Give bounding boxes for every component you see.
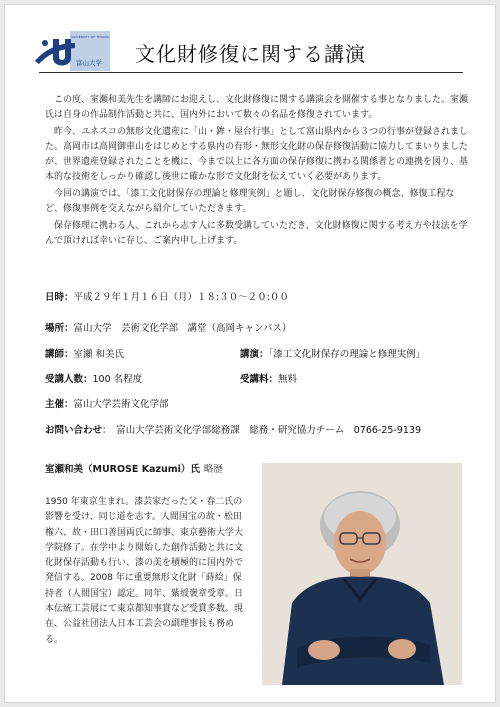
place-row — [45, 320, 291, 334]
intro-paragraph: 今回の講演では、「漆工文化財保存の理論と修理実例」と題し、文化財保存修復の概念、修復工程など、修復事例を交えながら紹介していただきます。 — [45, 189, 455, 214]
fee-row — [240, 371, 297, 385]
bio-heading — [45, 461, 223, 475]
university-logo — [31, 31, 111, 75]
date-value: 平成２９年１月１６日（月）１８:３０～２０:００ — [73, 292, 289, 303]
title-divider — [39, 72, 463, 73]
topic-row — [240, 346, 425, 360]
intro-paragraph: この度、室瀬和美先生を講師にお迎えし、文化財修復に関する講演会を開催する事となりました。室瀬氏は自身の作品制作活動と共に、国内外において数々の名品を修復されています。 — [45, 95, 469, 120]
contact-value: ： 富山大学芸術文化学部総務課 総務・研究協力チーム 0766-25-9139 — [102, 425, 422, 436]
topic-value: 「漆工文化財保存の理論と修理実例」 — [268, 349, 426, 360]
bio-text: 1950 年東京生まれ。漆芸家だった父・春二氏の影響を受け、同じ道を志す。人間国宝の故・松田権六、故・田口善国両氏に師事、東京藝術大学大学院修了。在学中より開始した創作活動と共に文化財保存活動も行い、漆の美を積極的に国内外で発信する。2008 年に重要無形文化財「蒔絵」保持者（人間国宝）認定。同年、紫綬褒章受章。日本伝統工芸展にて東京都知事賞など受賞多数。現在、公益社団法人日本工芸会の副理事長も務める。 — [45, 497, 244, 645]
host-row — [45, 396, 169, 410]
contact-label: お問い合わせ — [45, 425, 103, 436]
lecturer-label: 講師： — [45, 349, 74, 360]
speaker-photo — [262, 463, 462, 685]
flyer-page — [4, 4, 496, 703]
fee-value: 無料 — [278, 374, 298, 385]
intro-section — [45, 93, 470, 251]
lecturer-value: 室瀬 和美氏 — [73, 349, 125, 360]
place-label: 場所： — [45, 323, 74, 334]
capacity-value: 100 名程度 — [92, 374, 143, 385]
bio-subheading: 略歴 — [203, 464, 223, 475]
date-row — [45, 289, 289, 303]
host-value: 富山大学芸術文化学部 — [73, 399, 169, 410]
fee-label: 受講料： — [240, 374, 279, 385]
logo-subtext: UNIVERSITY OF TOYAMA — [71, 35, 110, 39]
place-value: 富山大学 芸術文化学部 講堂（高岡キャンパス） — [73, 323, 292, 334]
intro-paragraph: 昨今、ユネスコの無形文化遺産に「山・鉾・屋台行事」として富山県内から３つの行事が登録されました。高岡市は高岡御車山をはじめとする県内の有形・無形文化財の保存修復活動に協力してまいりましたが、世界遺産登録されたことを機に、今まで以上に各方面の保存修復に携わる関係者との連携を図り、基本的な技術をしっかり確認し後世に確かな形で文化財を伝えていく必要があります。 — [45, 127, 469, 182]
logo-name: 富山大学 — [76, 59, 102, 67]
date-label: 日時： — [45, 292, 74, 303]
capacity-row — [45, 371, 142, 385]
host-label: 主催： — [45, 399, 74, 410]
contact-row — [45, 422, 421, 436]
topic-label: 講演： — [240, 349, 269, 360]
capacity-label: 受講人数： — [45, 374, 93, 385]
lecturer-row — [45, 346, 124, 360]
intro-paragraph: 保存修理に携わる人、これから志す人に多数受講していただき、文化財修復に関する考え方や技法を学んで頂ければ幸いに存じ、ご案内申し上げます。 — [45, 221, 468, 246]
page-title: 文化財修復に関する講演 — [135, 42, 366, 66]
speaker-name: 室瀬和美（MUROSE Kazumi）氏 — [45, 464, 200, 475]
